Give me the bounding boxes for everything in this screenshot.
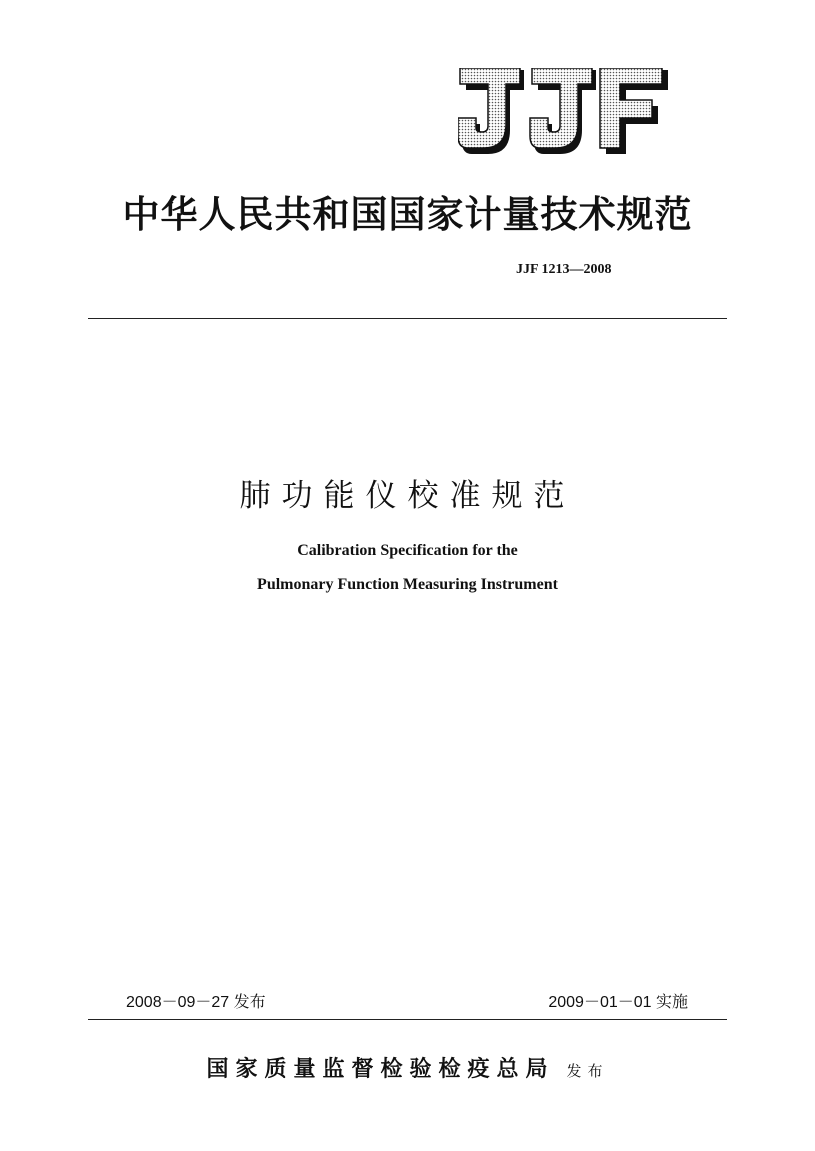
jjf-logo — [458, 68, 670, 158]
issuer-name: 国家质量监督检验检疫总局 — [206, 1056, 555, 1082]
top-divider — [88, 318, 727, 319]
document-title-english-line-2: Pulmonary Function Measuring Instrument — [257, 576, 558, 593]
standard-type-title: 中华人民共和国国家计量技术规范 — [122, 192, 693, 236]
document-title-chinese: 肺功能仪校准规范 — [239, 478, 576, 514]
logo-letter-j-1 — [458, 68, 524, 154]
document-title-english-line-1: Calibration Specification for the — [297, 542, 518, 559]
logo-letter-f — [600, 68, 668, 154]
issue-date: 2008－09－27 发布 — [126, 994, 266, 1011]
effective-date: 2009－01－01 实施 — [548, 994, 688, 1011]
issuer-suffix: 发布 — [566, 1062, 609, 1080]
logo-letter-j-2 — [530, 68, 596, 154]
standard-code: JJF 1213—2008 — [516, 262, 612, 277]
bottom-divider — [88, 1019, 727, 1020]
issuer-line — [0, 1052, 815, 1083]
